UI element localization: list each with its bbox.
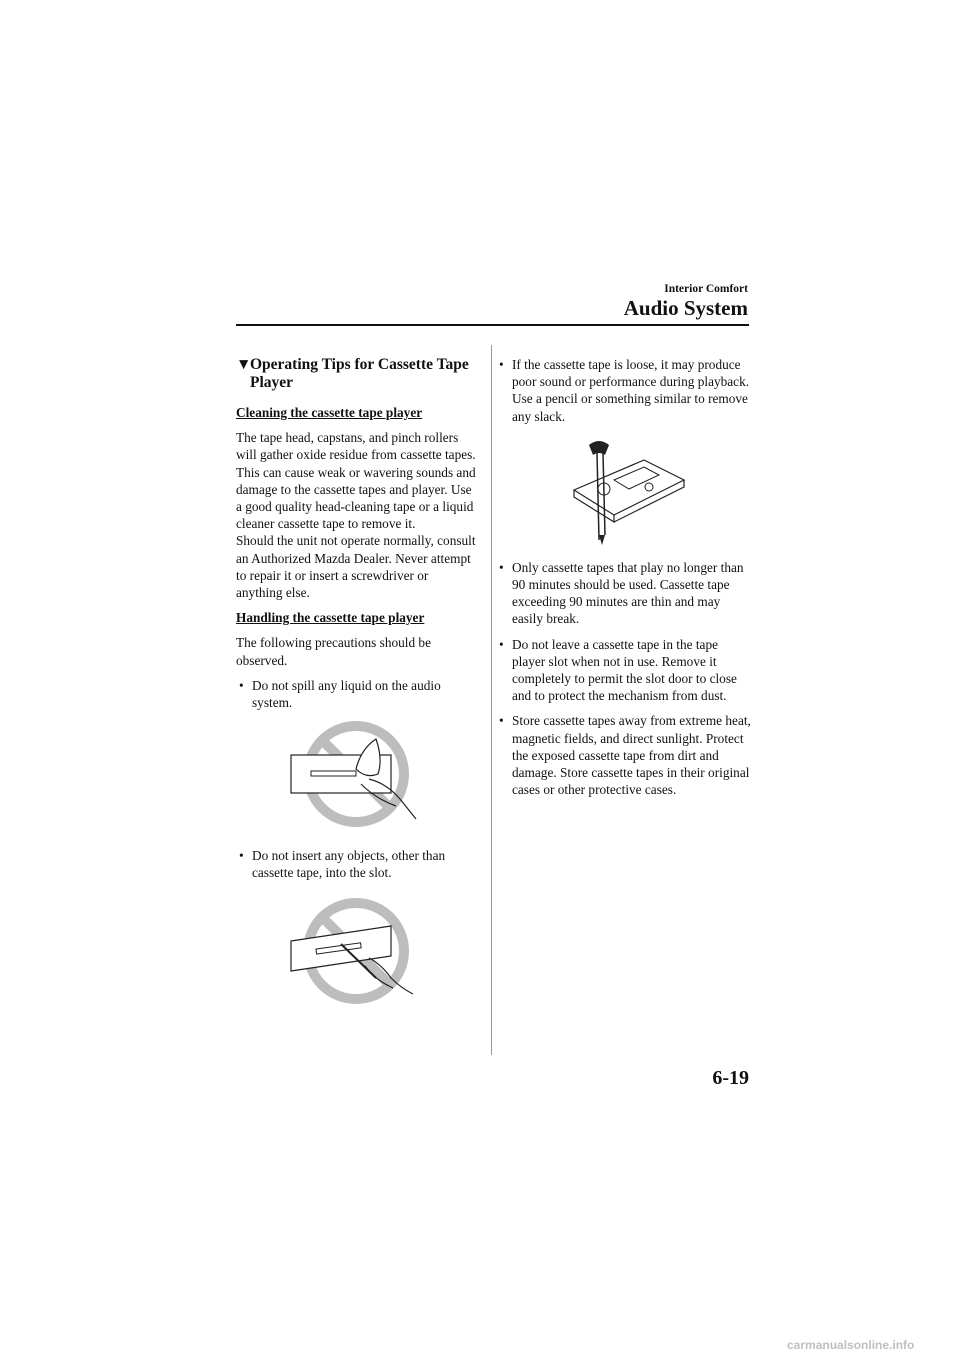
bullet-icon: •: [499, 713, 504, 729]
no-objects-illustration: [281, 896, 431, 1006]
header-rule: [236, 324, 749, 326]
dealer-paragraph: Should the unit not operate normally, consult an Authorized Mazda Dealer. Never attempt to repair it or insert a screwdriver or anything else.: [236, 533, 476, 601]
bullet-icon: •: [499, 636, 504, 652]
triangle-marker-icon: ▼: [236, 356, 252, 373]
watermark-text: carmanualsonline.info: [787, 1338, 915, 1352]
column-divider: [491, 345, 492, 1055]
handling-heading: Handling the cassette tape player: [236, 610, 425, 626]
right-column: [496, 356, 751, 806]
bullet-text: Do not spill any liquid on the audio system.: [252, 677, 441, 711]
bullet-icon: •: [499, 357, 504, 372]
list-item: [496, 712, 751, 798]
list-item: [236, 677, 476, 711]
cleaning-heading: Cleaning the cassette tape player: [236, 405, 423, 420]
section-title-header: Audio System: [623, 296, 748, 320]
bullet-icon: •: [499, 559, 504, 575]
operating-tips-title-text: Operating Tips for Cassette Tape Player: [250, 356, 469, 391]
bullet-icon: •: [239, 848, 244, 864]
page-number: 6-19: [712, 1067, 749, 1089]
left-column: [236, 356, 476, 1006]
operating-tips-title: [236, 356, 476, 392]
no-liquid-illustration: [281, 719, 431, 829]
handling-intro: The following precautions should be observed.: [236, 635, 431, 668]
cleaning-paragraph: The tape head, capstans, and pinch rollers will gather oxide residue from cassette tapes. This can cause weak or wavering sounds and damage to the cassette tapes and player. Use a good quality head-cleaning tape or a liquid cleaner cassette tape to remove it.: [236, 430, 476, 532]
bullet-text: Do not leave a cassette tape in the tape player slot when not in use. Remove it completely to permit the slot door to close and to protect the mechanism from dust.: [512, 636, 737, 704]
bullet-text: Do not insert any objects, other than cassette tape, into the slot.: [252, 848, 446, 881]
list-item: [496, 559, 751, 628]
list-item: [496, 636, 751, 705]
chapter-label: Interior Comfort: [664, 283, 748, 295]
bullet-text: Only cassette tapes that play no longer than 90 minutes should be used. Cassette tape exceeding 90 minutes are thin and may easily break.: [512, 559, 744, 627]
cassette-pencil-illustration: [559, 435, 689, 545]
bullet-icon: •: [239, 677, 244, 693]
bullet-text: Store cassette tapes away from extreme heat, magnetic fields, and direct sunlight. Protect the exposed cassette tape from dirt and damage. Store cassette tapes in their original cases or other protective cases.: [512, 713, 751, 798]
list-item: [496, 356, 751, 425]
bullet-text: If the cassette tape is loose, it may produce poor sound or performance during playback. Use a pencil or something similar to remove any slack.: [512, 357, 750, 424]
list-item: [236, 847, 476, 881]
